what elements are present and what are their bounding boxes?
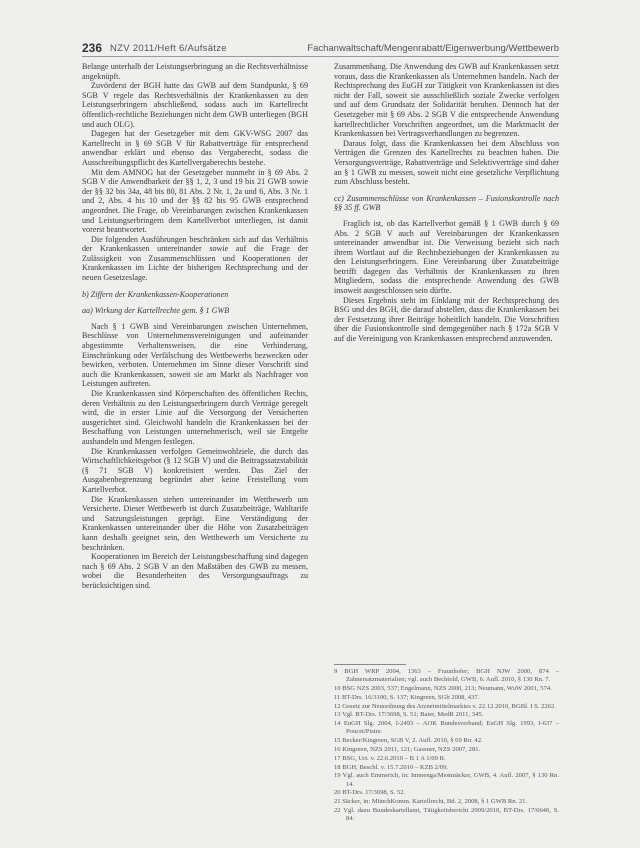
paragraph: Die Krankenkassen verfolgen Gemeinwohlziele, die durch das Wirtschaftlichkeitsgebot (§ 12 SGB V) und die Beitragssatzstabilität (§ 71 SGB V) konkretisiert werden. Das Ziel der Ausgabenbegrenzung begründet aber keine Freistellung vom Kartellverbot. <box>82 446 308 494</box>
header-rule <box>82 56 559 57</box>
paragraph: Fraglich ist, ob das Kartellverbot gemäß § 1 GWB durch § 69 Abs. 2 SGB V auch auf Vereinbarungen der Krankenkassen untereinander anwendbar ist. Die Verweisung bezieht sich nach ihrem Wortlaut auf die Rechtsbeziehungen der Krankenkassen zu den Leistungserbringern. Eine Vereinbarung über Zusatzbeiträge betrifft dagegen das Verhältnis der Krankenkassen zu ihren Mitgliedern, sodass die entsprechende Anwendung des GWB insoweit ausgeschlossen sein dürfte. <box>334 218 559 296</box>
section-subheading: aa) Wirkung der Kartellrechte gem. § 1 GWB <box>82 306 230 316</box>
right-column <box>334 62 559 344</box>
footnote: 9 BGH WRP 2004, 1363 – Fraunhofer; BGH NJW 2000, 874 – Zahnersatzmaterialien; vgl. auch Bechtold, GWB, 6. Aufl. 2010, § 130 Rn. 7. <box>334 668 559 684</box>
paragraph: Die folgenden Ausführungen beschränken sich auf das Verhältnis der Krankenkassen untereinander sowie auf die Frage der Zulässigkeit von Zusammenschlüssen und Kooperationen der Krankenkassen im Lichte der bisherigen Rechtsprechung und der neuen Gesetzeslage. <box>82 234 308 283</box>
running-title: Fachanwaltschaft/Mengenrabatt/Eigenwerbung/Wettbewerb <box>307 43 559 54</box>
paragraph: Die Krankenkassen sind Körperschaften des öffentlichen Rechts, deren Verhältnis zu den Leistungserbringern durch Verträge geregelt wird, die in erster Linie auf die Versorgung der Versicherten ausgerichtet sind. Gleichwohl handeln die Krankenkassen bei der Beschaffung von Leistungen unternehmerisch, weil sie Entgelte aushandeln und Mengen festlegen. <box>82 389 308 446</box>
journal-name: NZV 2011/Heft 6/Aufsätze <box>110 43 227 54</box>
footnote: 17 BSG, Urt. v. 22.6.2010 – B 1 A 1/09 R. <box>334 754 446 762</box>
footnote: 15 Becker/Kingreen, SGB V, 2. Aufl. 2010, § 69 Rn. 42. <box>334 737 483 745</box>
footnote: 20 BT-Drs. 17/3698, S. 52. <box>334 789 406 797</box>
section-subheading: b) Ziffern der Krankenkassen-Kooperationen <box>82 289 229 299</box>
page-header <box>82 41 559 55</box>
footnote: 13 Vgl. BT-Drs. 17/3698, S. 51; Baier, MedR 2011, 345. <box>334 711 484 719</box>
footnote-rule <box>334 664 406 665</box>
footnote: 22 Vgl. dazu Bundeskartellamt, Tätigkeitsbericht 2009/2010, BT-Drs. 17/6640, S. 84. <box>334 806 559 823</box>
footnote: 12 Gesetz zur Neuordnung des Arzneimittelmarktes v. 22.12.2010, BGBl. I S. 2262. <box>334 702 556 710</box>
footnote: 19 Vgl. auch Emmerich, in: Immenga/Mestmäcker, GWB, 4. Aufl. 2007, § 130 Rn. 14. <box>334 772 559 788</box>
footnotes <box>334 664 559 824</box>
footnote: 18 BGH, Beschl. v. 15.7.2010 – KZB 2/09. <box>334 763 449 771</box>
footnote: 16 Kingreen, NZS 2011, 121; Gassner, NZS 2007, 281. <box>334 745 481 753</box>
footnote: 11 BT-Drs. 16/3100, S. 137; Kingreen, SGb 2008, 437. <box>334 693 480 701</box>
paragraph: Dagegen hat der Gesetzgeber mit dem GKV-WSG 2007 das Kartellrecht in § 69 SGB V für Rabattverträge für entsprechend anwendbar erklärt und ebenso das Vergaberecht, sodass die Ausschreibungspflicht des Kartellvergaberechts bestehe. <box>82 129 308 167</box>
paragraph: Die Krankenkassen stehen untereinander im Wettbewerb um Versicherte. Dieser Wettbewerb ist durch Zusatzbeiträge, Wahltarife und Satzungsleistungen geprägt. Eine Verständigung der Krankenkassen untereinander über die Höhe von Zusatzbeiträgen kann deshalb geeignet sein, den Wettbewerb um Versicherte zu beschränken. <box>82 494 308 552</box>
paragraph: Dieses Ergebnis steht im Einklang mit der Rechtsprechung des BSG und des BGH, die darauf abstellen, dass die Krankenkassen bei der Festsetzung ihrer Beiträge hoheitlich handeln. Die Vorschriften über die Fusionskontrolle sind demgegenüber nach § 172a SGB V auf die Vereinigung von Krankenkassen entsprechend anzuwenden. <box>334 295 559 344</box>
paragraph: Zuvörderst der BGH hatte das GWB auf dem Standpunkt, § 69 SGB V regele das Rechtsverhältnis der Krankenkassen zu den Leistungserbringern abschließend, sodass auch im Kartellrecht öffentlich-rechtliche Beziehungen nicht dem GWB unterliegen (BGH und auch OLG). <box>82 81 308 129</box>
footnote: 14 EuGH Slg. 2004, I-2493 – AOK Bundesverband; EuGH Slg. 1993, I-637 – Poucet/Pistre. <box>334 720 559 736</box>
paragraph: Belange unterhalb der Leistungserbringung an die Rechtsverhältnisse angeknüpft. <box>82 62 308 81</box>
left-column <box>82 62 308 590</box>
paragraph: Daraus folgt, dass die Krankenkassen bei dem Abschluss von Verträgen die Grenzen des Kartellrechts zu beachten haben. Die Versorgungsverträge, Rabattverträge und Selektivverträge sind daher an § 1 GWB zu messen, soweit nicht eine gesetzliche Verpflichtung zum Abschluss besteht. <box>334 138 559 187</box>
paragraph: Mit dem AMNOG hat der Gesetzgeber nunmehr in § 69 Abs. 2 SGB V die Anwendbarkeit der §§ 1, 2, 3 und 19 bis 21 GWB sowie der §§ 32 bis 34a, 48 bis 80, 81 Abs. 2 Nr. 1, 2a und 6, Abs. 3 Nr. 1 und 2, Abs. 4 bis 10 und der §§ 82 bis 95 GWB entsprechend angeordnet. Die Frage, ob Vereinbarungen zwischen Krankenkassen und Leistungserbringern dem Kartellverbot unterliegen, ist damit vorerst beantwortet. <box>82 167 308 235</box>
footnote: 10 BSG NZS 2003, 537; Engelmann, NZS 2000, 213; Neumann, WuW 2001, 574. <box>334 685 552 692</box>
paragraph: Kooperationen im Bereich der Leistungsbeschaffung sind dagegen nach § 69 Abs. 2 SGB V an den Maßstäben des GWB zu messen, wobei die Besonderheiten des Versorgungsauftrags zu berücksichtigen sind. <box>82 552 308 590</box>
paragraph: Nach § 1 GWB sind Vereinbarungen zwischen Unternehmen, Beschlüsse von Unternehmensvereinigungen und aufeinander abgestimmte Verhaltensweisen, die eine Verhinderung, Einschränkung oder Verfälschung des Wettbewerbs bezwecken oder bewirken, verboten. Unternehmen im Sinne dieser Vorschrift sind auch die Krankenkassen, soweit sie am Markt als Nachfrager von Leistungen auftreten. <box>82 321 308 389</box>
footnote: 21 Säcker, in: MünchKomm. Kartellrecht, Bd. 2, 2008, § 1 GWB Rn. 21. <box>334 798 528 806</box>
section-subheading: cc) Zusammenschlüsse von Krankenkassen – Fusionskontrolle nach §§ 35 ff. GWB <box>334 193 559 213</box>
page-number: 236 <box>82 41 103 55</box>
paragraph: Zusammenhang. Die Anwendung des GWB auf Krankenkassen setzt voraus, dass die Krankenkassen als Unternehmen handeln. Nach der Rechtsprechung des EuGH zur Tätigkeit von Krankenkassen ist dies nicht der Fall, soweit sie ausschließlich soziale Zwecke verfolgen und auf dem Grundsatz der Solidarität beruhen. Dennoch hat der Gesetzgeber mit § 69 Abs. 2 SGB V die entsprechende Anwendung kartellrechtlicher Vorschriften angeordnet, um die Marktmacht der Krankenkassen bei Vertragsverhandlungen zu begrenzen. <box>334 62 559 139</box>
